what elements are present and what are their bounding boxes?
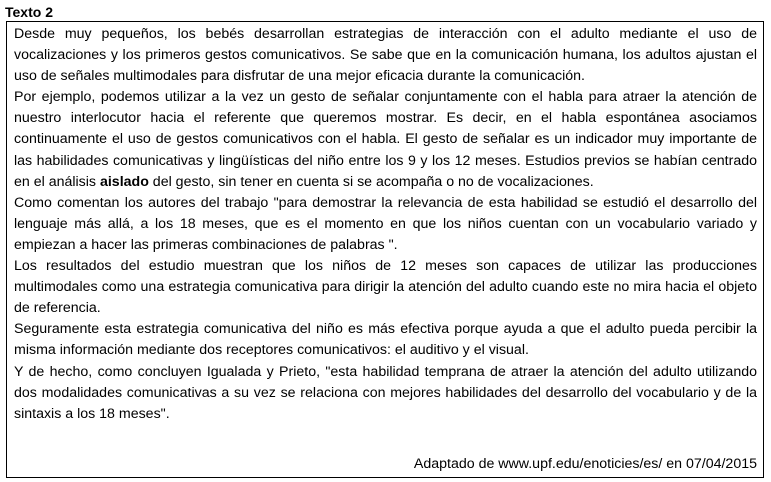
paragraph-2-part-1: Por ejemplo, podemos utilizar a la vez un gesto de señalar conjuntamente con el habla para atraer la atención de nuestro interlocutor hacia el referente que queremos mostrar. Es decir, en el habla espontánea asociamos continuamente el uso de gestos comunicativos con el habla. El gesto de señalar es un indicador muy importante de las habilidades comunicativas y lingüísticas del niño entre los 9 y los 12 meses. Estudios previos se habían centrado en el análisis	[14, 89, 757, 190]
paragraph-1: Desde muy pequeños, los bebés desarrollan estrategias de interacción con el adulto mediante el uso de vocalizaciones y los primeros gestos comunicativos. Se sabe que en la comunicación humana, los adultos ajustan el uso de señales multimodales para disfrutar de una mejor eficacia durante la comunicación.	[14, 26, 757, 85]
paragraph-2-part-2: del gesto, sin tener en cuenta si se acompaña o no de vocalizaciones.	[148, 173, 594, 190]
paragraph-2-bold-word: aislado	[99, 173, 149, 190]
paragraph-6: Y de hecho, como concluyen Igualada y Prieto, "esta habilidad temprana de atraer la atención del adulto utilizando dos modalidades comunicativas a su vez se relaciona con mejores habilidades del desarrollo del vocabulario y de la sintaxis a los 18 meses".	[14, 363, 757, 422]
paragraph-3: Como comentan los autores del trabajo "para demostrar la relevancia de esta habilidad se estudió el desarrollo del lenguaje más allá, a los 18 meses, que es el momento en que los niños cuentan con un vocabulario variado y empiezan a hacer las primeras combinaciones de palabras ".	[14, 194, 757, 253]
paragraph-4: Los resultados del estudio muestran que los niños de 12 meses son capaces de utilizar las producciones multimodales como una estrategia comunicativa para dirigir la atención del adulto cuando este no mira hacia el objeto de referencia.	[14, 258, 757, 317]
text-box	[6, 21, 764, 478]
source-citation: Adaptado de www.upf.edu/enoticies/es/ en 07/04/2015	[413, 456, 757, 472]
paragraph-2	[14, 87, 757, 192]
paragraph-5: Seguramente esta estrategia comunicativa del niño es más efectiva porque ayuda a que el adulto pueda percibir la misma información mediante dos receptores comunicativos: el auditivo y el visual.	[14, 321, 757, 359]
text-title: Texto 2	[5, 4, 53, 20]
